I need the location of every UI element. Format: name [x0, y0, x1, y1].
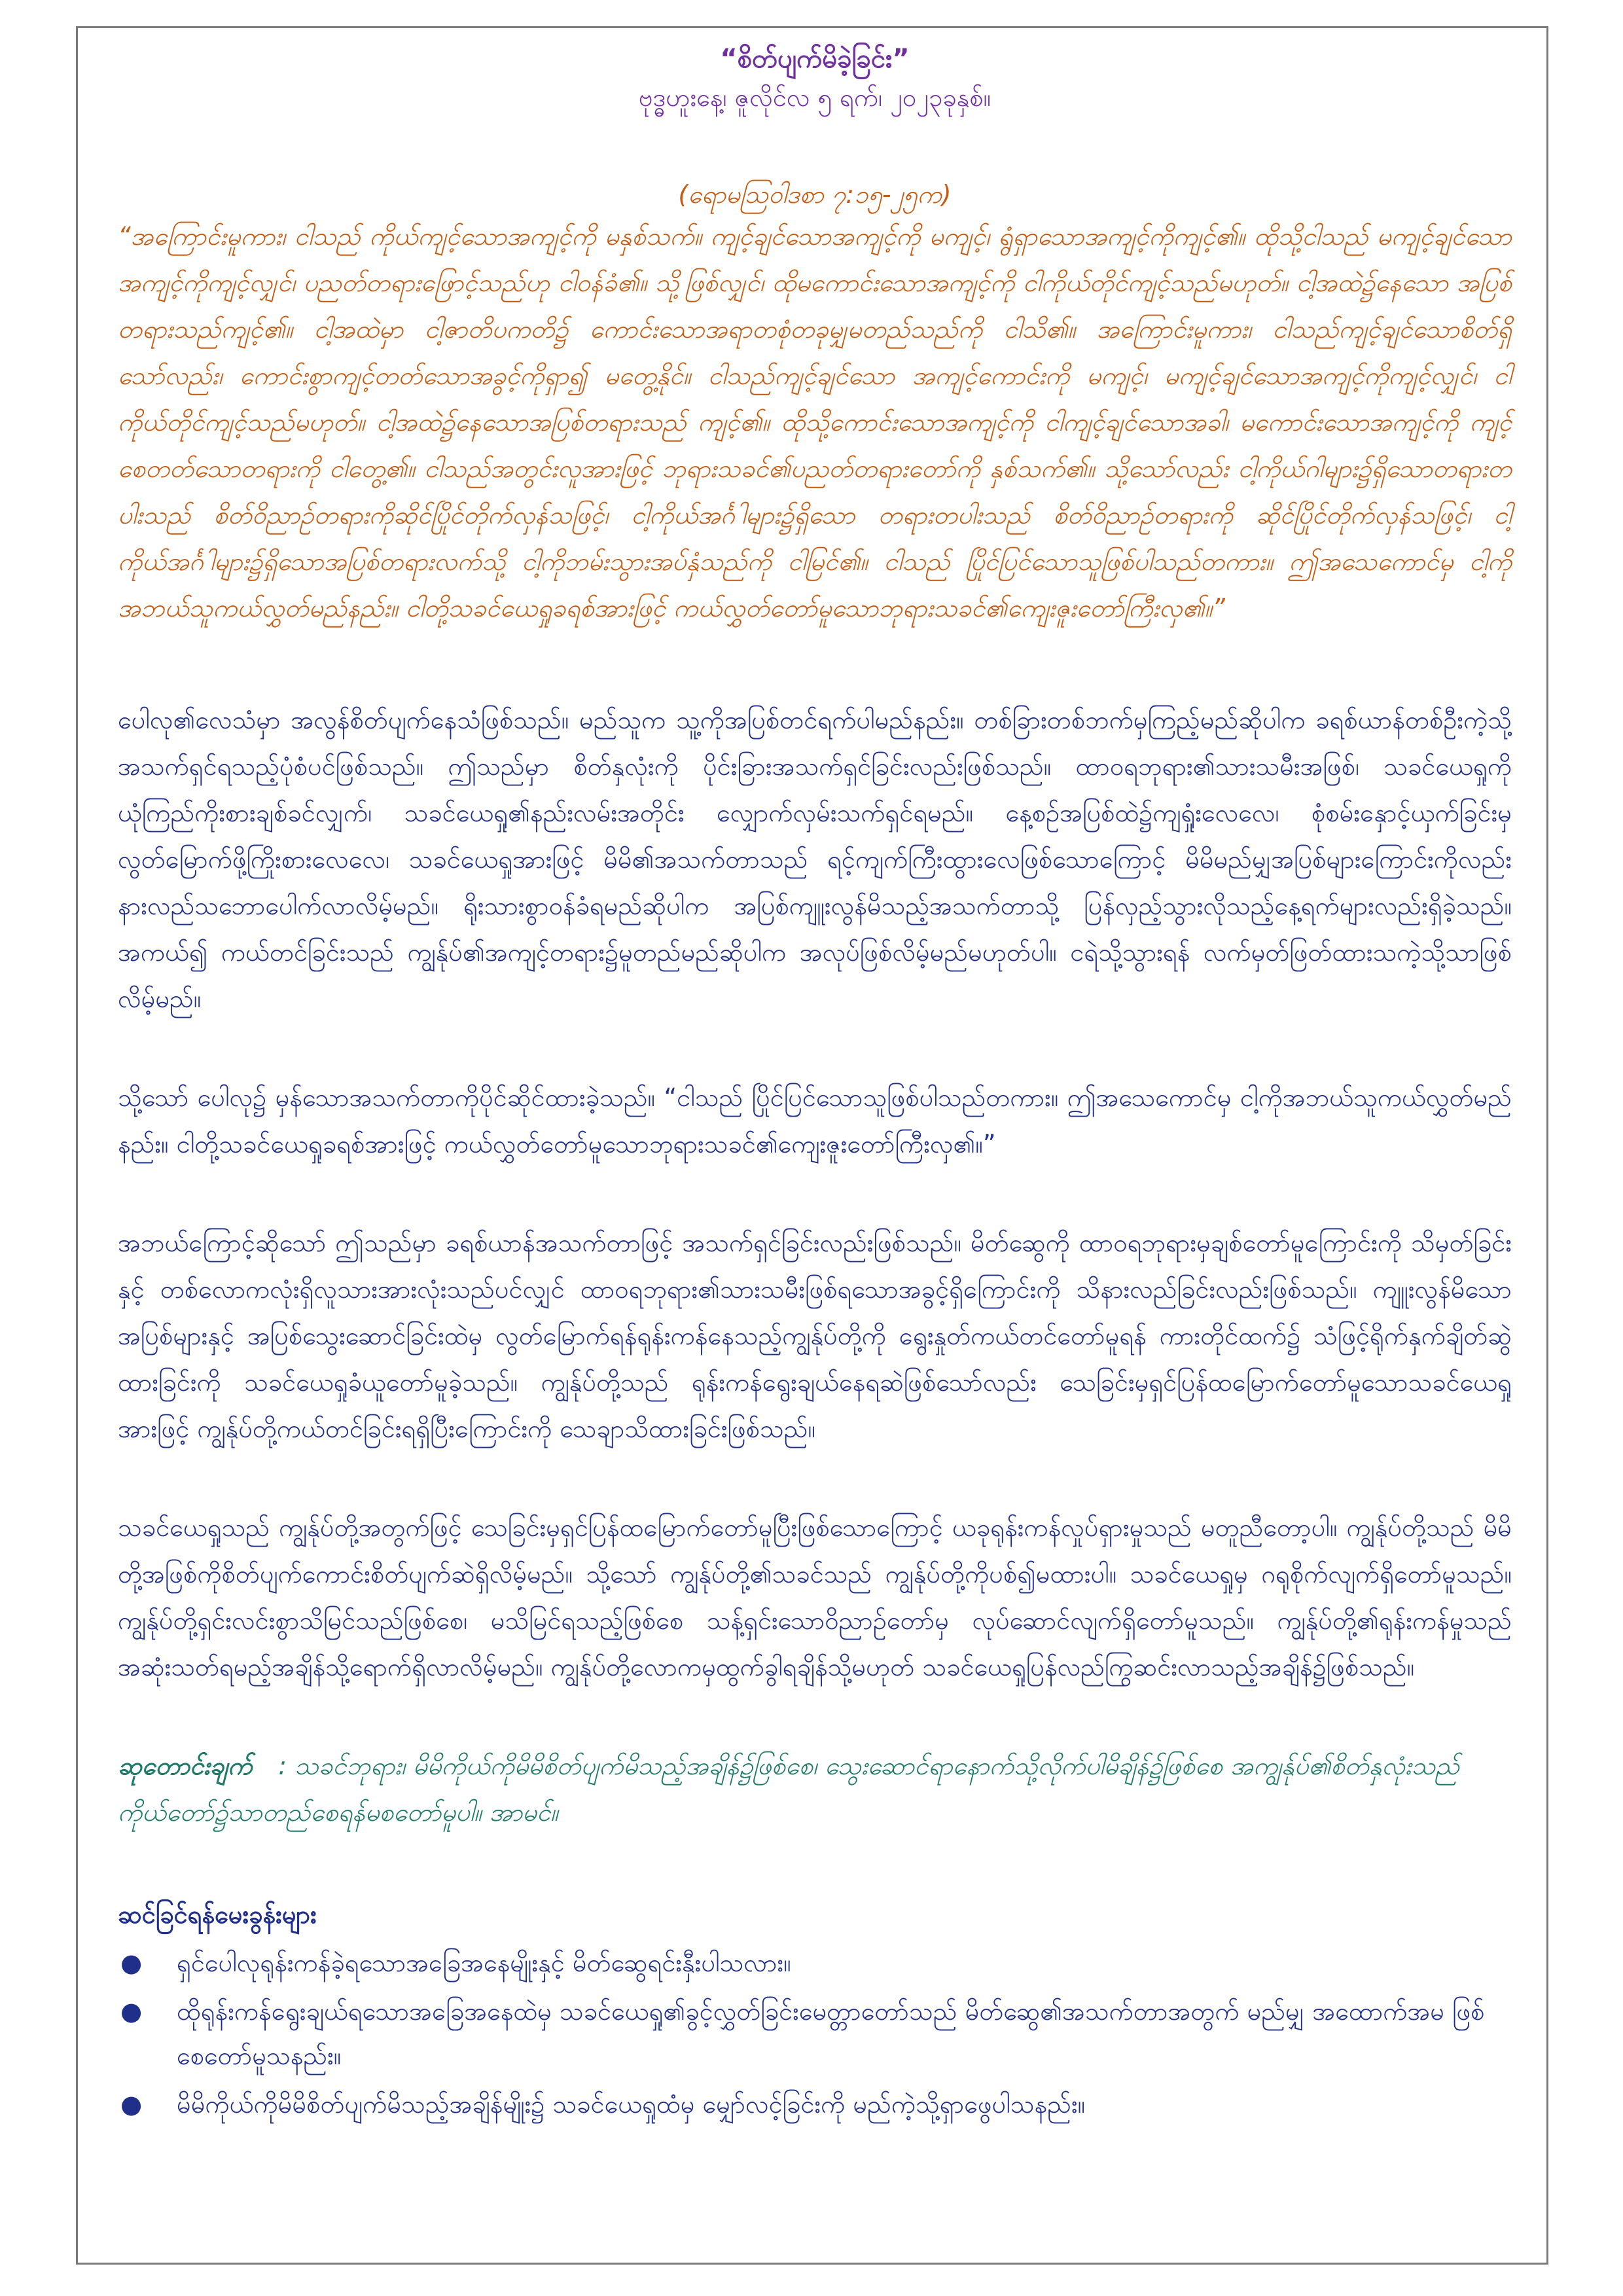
body-paragraph-3: အဘယ်ကြောင့်ဆိုသော် ဤသည်မှာ ခရစ်ယာန်အသက်တာဖြင့် အသက်ရှင်ခြင်းလည်းဖြစ်သည်။ မိတ်ဆွေကို ထာဝရဘုရားမှချစ်တော်မူကြောင်းကို သိမှတ်ခြင်းနှင့် တစ်လောကလုံးရှိလူသားအားလုံးသည်ပင်လျှင် ထာဝရဘုရား၏သားသမီးဖြစ်ရသောအခွင့်ရှိကြောင်းကို သိနားလည်ခြင်းလည်းဖြစ်သည်။ ကျူးလွန်မိသောအပြစ်များနှင့် အပြစ်သွေးဆောင်ခြင်းထဲမှ လွတ်မြောက်ရန်ရုန်းကန်နေသည့်ကျွန်ုပ်တို့ကို ရွေးနှုတ်ကယ်တင်တော်မူရန် ကားတိုင်ထက်၌ သံဖြင့်ရိုက်နှက်ချိတ်ဆွဲထားခြင်းကို သခင်ယေရှုခံယူတော်မူခဲ့သည်။ ကျွန်ုပ်တို့သည် ရုန်းကန်ရွေးချယ်နေရဆဲဖြစ်သော်လည်း သေခြင်းမှရှင်ပြန်ထမြောက်တော်မူသောသခင်ယေရှုအားဖြင့် ကျွန်ုပ်တို့ကယ်တင်ခြင်းရရှိပြီးကြောင်းကို သေချာသိထားခြင်းဖြစ်သည်။ [118, 1229, 1512, 1443]
bullet-icon: ● [120, 1948, 143, 1977]
questions-heading: ဆင်ခြင်ရန်မေးခွန်းများ [118, 1900, 317, 1929]
body-paragraph-4: သခင်ယေရှုသည် ကျွန်ုပ်တို့အတွက်ဖြင့် သေခြင်းမှရှင်ပြန်ထမြောက်တော်မူပြီးဖြစ်သောကြောင့် ယခုရုန်းကန်လှုပ်ရှားမှုသည် မတူညီတော့ပါ။ ကျွန်ုပ်တို့သည် မိမိတို့အဖြစ်ကိုစိတ်ပျက်ကောင်းစိတ်ပျက်ဆဲရှိလိမ့်မည်။ သို့သော် ကျွန်ုပ်တို့၏သခင်သည် ကျွန်ုပ်တို့ကိုပစ်၍မထားပါ။ သခင်ယေရှုမှ ဂရုစိုက်လျက်ရှိတော်မူသည်။ ကျွန်ုပ်တို့ရှင်းလင်းစွာသိမြင်သည်ဖြစ်စေ၊ မသိမြင်ရသည့်ဖြစ်စေ သန့်ရှင်းသောဝိညာဉ်တော်မှ လုပ်ဆောင်လျက်ရှိတော်မူသည်။ ကျွန်ုပ်တို့၏ရုန်းကန်မှုသည် အဆုံးသတ်ရမည့်အချိန်သို့ရောက်ရှိလာလိမ့်မည်။ ကျွန်ုပ်တို့လောကမှထွက်ခွါရချိန်သို့မဟုတ် သခင်ယေရှုပြန်လည်ကြွဆင်းလာသည့်အချိန်၌ဖြစ်သည်။ [118, 1513, 1512, 1681]
list-item [118, 1989, 1512, 2078]
prayer-text: : သခင်ဘုရား၊ မိမိကိုယ်ကိုမိမိစိတ်ပျက်မိသည့်အချိန်၌ဖြစ်စေ၊ သွေးဆောင်ရာနောက်သို့လိုက်ပါမိချိန်၌ဖြစ်စေ အကျွန်ုပ်၏စိတ်နှလုံးသည် ကိုယ်တော်၌သာတည်စေရန်မစတော်မူပါ။ အာမင်။ [118, 1751, 1460, 1827]
list-item [118, 2082, 1512, 2126]
devotional-title: “စိတ်ပျက်မိခဲ့ခြင်း” [720, 44, 910, 74]
prayer [118, 1743, 1512, 1836]
devotional-date: ဗုဒ္ဓဟူးနေ့၊ ဇူလိုင်လ ၅ ရက်၊ ၂၀၂၃ခုနှစ်။ [638, 83, 991, 112]
scripture-reference: (ရောမသြဝါဒစာ ၇:၁၅-၂၅က) [678, 180, 952, 209]
question-text: ရှင်ပေါလုရုန်းကန်ခဲ့ရသောအခြေအနေမျိုးနှင့် မိတ်ဆွေရင်းနှီးပါသလား။ [177, 1948, 791, 1977]
list-item [118, 1941, 1512, 1985]
bullet-icon: ● [120, 2090, 143, 2119]
body-paragraph-1: ပေါလု၏လေသံမှာ အလွန်စိတ်ပျက်နေသံဖြစ်သည်။ မည်သူက သူ့ကိုအပြစ်တင်ရက်ပါမည်နည်း။ တစ်ခြားတစ်ဘက်မှကြည့်မည်ဆိုပါက ခရစ်ယာန်တစ်ဦးကဲ့သို့အသက်ရှင်ရသည့်ပုံစံပင်ဖြစ်သည်။ ဤသည်မှာ စိတ်နှလုံးကို ပိုင်းခြားအသက်ရှင်ခြင်းလည်းဖြစ်သည်။ ထာဝရဘုရား၏သားသမီးအဖြစ်၊ သခင်ယေရှုကို ယုံကြည်ကိုးစားချစ်ခင်လျှက်၊ သခင်ယေရှု၏နည်းလမ်းအတိုင်း လျှောက်လှမ်းသက်ရှင်ရမည်။ နေ့စဉ်အပြစ်ထဲ၌ကျရှုံးလေလေ၊ စုံစမ်းနှောင့်ယှက်ခြင်းမှ လွတ်မြောက်ဖို့ကြိုးစားလေလေ၊ သခင်ယေရှုအားဖြင့် မိမိ၏အသက်တာသည် ရင့်ကျက်ကြီးထွားလေဖြစ်သောကြောင့် မိမိမည်မျှအပြစ်များကြောင်းကိုလည်း နားလည်သဘောပေါက်လာလိမ့်မည်။ ရိုးသားစွာဝန်ခံရမည်ဆိုပါက အပြစ်ကျူးလွန်မိသည့်အသက်တာသို့ ပြန်လှည့်သွားလိုသည့်နေ့ရက်များလည်းရှိခဲ့သည်။ အကယ်၍ ကယ်တင်ခြင်းသည် ကျွန်ုပ်၏အကျင့်တရား၌မူတည်မည်ဆိုပါက အလုပ်ဖြစ်လိမ့်မည်မဟုတ်ပါ။ ငရဲသို့သွားရန် လက်မှတ်ဖြတ်ထားသကဲ့သို့သာဖြစ်လိမ့်မည်။ [118, 706, 1512, 1013]
question-text: ထိုရုန်းကန်ရွေးချယ်ရသောအခြေအနေထဲမှ သခင်ယေရှု၏ခွင့်လွှတ်ခြင်းမေတ္တာတော်သည် မိတ်ဆွေ၏အသက်တာအတွက် မည်မျှ အထောက်အမ ဖြစ်စေတော်မူသနည်း။ [177, 1997, 1485, 2070]
questions-list [118, 1941, 1512, 2126]
document-content [118, 39, 1512, 2130]
question-text: မိမိကိုယ်ကိုမိမိစိတ်ပျက်မိသည့်အချိန်မျိုး၌ သခင်ယေရှုထံမှ မျှော်လင့်ခြင်းကို မည်ကဲ့သို့ရှာဖွေပါသနည်း။ [177, 2090, 1086, 2119]
scripture-text: “အကြောင်းမူကား၊ ငါသည် ကိုယ်ကျင့်သောအကျင့်ကို မနှစ်သက်။ ကျင့်ချင်သောအကျင့်ကို မကျင့်၊ ရွံရှာသောအကျင့်ကိုကျင့်၏။ ထိုသို့ငါသည် မကျင့်ချင်သောအကျင့်ကိုကျင့်လျှင်၊ ပညတ်တရားဖြောင့်သည်ဟု ငါဝန်ခံ၏။ သို့ဖြစ်လျှင်၊ ထိုမကောင်းသောအကျင့်ကို ငါကိုယ်တိုင်ကျင့်သည်မဟုတ်။ ငါ့အထဲ၌နေသော အပြစ်တရားသည်ကျင့်၏။ ငါ့အထဲမှာ ငါ့ဇာတိပကတိ၌ ကောင်းသောအရာတစုံတခုမျှမတည်သည်ကို ငါသိ၏။ အကြောင်းမူကား၊ ငါသည်ကျင့်ချင်သောစိတ်ရှိသော်လည်း၊ ကောင်းစွာကျင့်တတ်သောအခွင့်ကိုရှာ၍ မတွေ့နိုင်။ ငါသည်ကျင့်ချင်သော အကျင့်ကောင်းကို မကျင့်၊ မကျင့်ချင်သောအကျင့်ကိုကျင့်လျှင်၊ ငါကိုယ်တိုင်ကျင့်သည်မဟုတ်။ ငါ့အထဲ၌နေသောအပြစ်တရားသည် ကျင့်၏။ ထိုသို့ကောင်းသောအကျင့်ကို ငါကျင့်ချင်သောအခါ၊ မကောင်းသောအကျင့်ကို ကျင့်စေတတ်သောတရားကို ငါတွေ့၏။ ငါသည်အတွင်းလူအားဖြင့် ဘုရားသခင်၏ပညတ်တရားတော်ကို နှစ်သက်၏။ သို့သော်လည်း ငါ့ကိုယ်ဂါများ၌ရှိသောတရားတပါးသည် စိတ်ဝိညာဉ်တရားကိုဆိုင်ပြိုင်တိုက်လှန်သဖြင့်၊ ငါ့ကိုယ်အင်္ဂါများ၌ရှိသော တရားတပါးသည် စိတ်ဝိညာဉ်တရားကို ဆိုင်ပြိုင်တိုက်လှန်သဖြင့်၊ ငါ့ကိုယ်အင်္ဂါများ၌ရှိသောအပြစ်တရားလက်သို့ ငါ့ကိုဘမ်းသွားအပ်နှံသည်ကို ငါမြင်၏။ ငါသည် ပြိုင်ပြင်သောသူဖြစ်ပါသည်တကား။ ဤအသေကောင်မှ ငါ့ကိုအဘယ်သူကယ်လွှတ်မည်နည်း။ ငါတို့သခင်ယေရှုခရစ်အားဖြင့် ကယ်လွှတ်တော်မူသောဘုရားသခင်၏ကျေးဇူးတော်ကြီးလှ၏။” [118, 222, 1512, 622]
prayer-label: ဆုတောင်းချက် [118, 1751, 253, 1780]
body-paragraph-2: သို့သော် ပေါလု၌ မှန်သောအသက်တာကိုပိုင်ဆိုင်ထားခဲ့သည်။ “ငါသည် ပြိုင်ပြင်သောသူဖြစ်ပါသည်တကား။ ဤအသေကောင်မှ ငါ့ကိုအဘယ်သူကယ်လွှတ်မည်နည်း။ ငါတို့သခင်ယေရှုခရစ်အားဖြင့် ကယ်လွှတ်တော်မူသောဘုရားသခင်၏ကျေးဇူးတော်ကြီးလှ၏။” [118, 1083, 1512, 1158]
bullet-icon: ● [120, 1997, 143, 2026]
